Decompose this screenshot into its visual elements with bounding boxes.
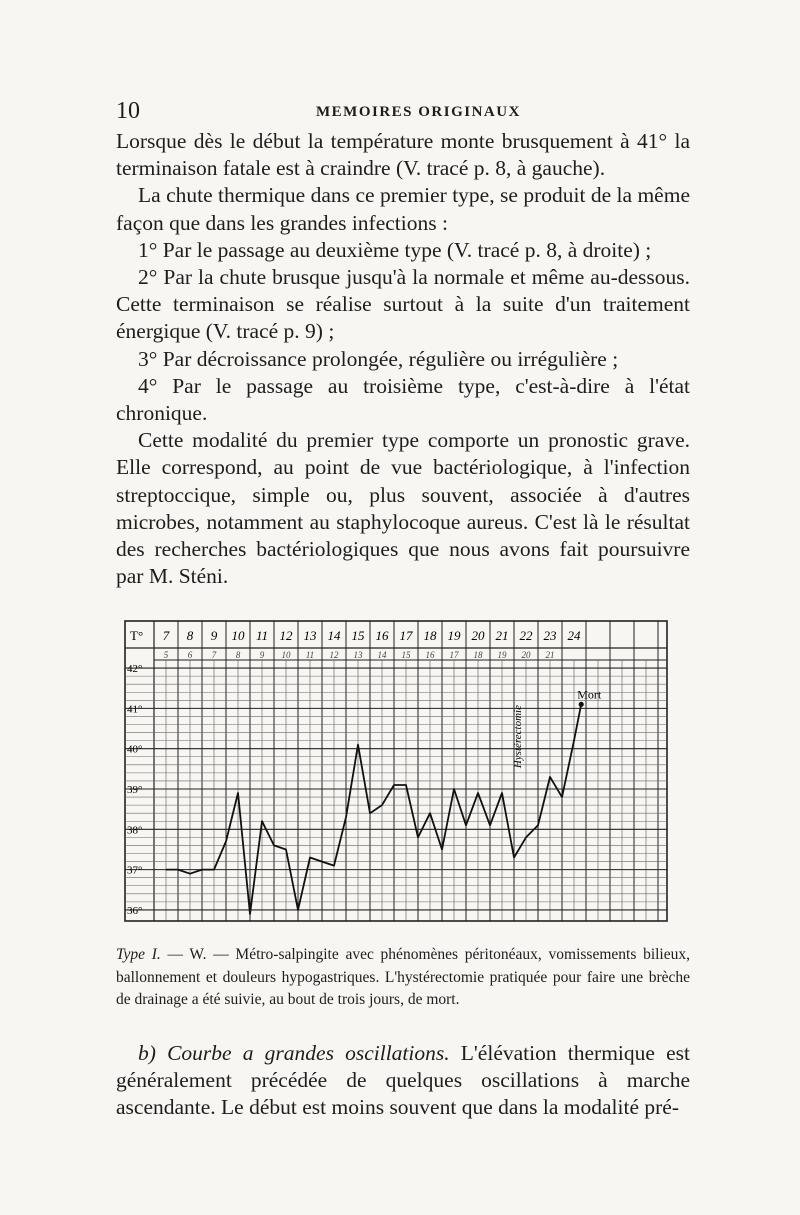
x-day-label: 7: [162, 628, 170, 643]
body-text-bottom: [116, 1040, 690, 1122]
caption-text: — W. — Métro-salpingite avec phénomènes péritonéaux, vomissements bilieux, ballonnement et douleurs hypogastriques. L'hystérectomie pratiquée pour faire une brèche de drainage a été suivie, au bout de trois jours, de mort.: [116, 946, 690, 1008]
x-day-label: 12: [279, 628, 293, 643]
paragraph: 4° Par le passage au troisième type, c'est-à-dire à l'état chronique.: [116, 373, 690, 426]
running-title: MEMOIRES ORIGINAUX: [316, 104, 521, 120]
x-day-label: 16: [375, 628, 389, 643]
x-day-label: 13: [303, 628, 317, 643]
page-number: 10: [116, 98, 140, 124]
x-sub-label: 15: [401, 650, 411, 660]
y-axis-label: 40°: [127, 743, 143, 756]
corner-label: T°: [130, 628, 144, 643]
x-day-label: 23: [543, 628, 557, 643]
x-day-label: 14: [327, 628, 341, 643]
hysterectomy-annotation: Hystérectomie: [512, 705, 524, 769]
y-axis-label: 42°: [127, 663, 143, 676]
caption-type-label: Type I.: [116, 946, 161, 963]
y-axis-label: 36°: [127, 904, 143, 917]
paragraph: 2° Par la chute brusque jusqu'à la normale et même au-dessous. Cette terminaison se réalise surtout à la suite d'un traitement énergique (V. tracé p. 9) ;: [116, 265, 690, 344]
x-day-label: 19: [447, 628, 461, 643]
y-axis-label: 37°: [127, 864, 143, 877]
figure-caption: [116, 944, 690, 1012]
x-sub-label: 16: [425, 650, 435, 660]
body-text-top: [116, 128, 690, 590]
section-label: b) Courbe a grandes oscillations.: [138, 1041, 450, 1065]
x-sub-label: 13: [353, 650, 363, 660]
x-sub-label: 18: [473, 650, 483, 660]
x-day-label: 15: [351, 628, 365, 643]
temperature-chart-svg: [124, 620, 668, 922]
x-sub-label: 20: [521, 650, 531, 660]
paragraph: [116, 1040, 690, 1122]
chart-labels: [127, 628, 602, 917]
paragraph: 1° Par le passage au deuxième type (V. tracé p. 8, à droite) ;: [138, 237, 652, 262]
y-axis-label: 39°: [127, 784, 143, 796]
paragraph: 3° Par décroissance prolongée, régulière ou irrégulière ;: [138, 346, 619, 371]
x-sub-label: 12: [329, 650, 339, 660]
x-day-label: 21: [495, 628, 509, 643]
x-day-label: 22: [519, 628, 533, 643]
x-day-label: 18: [423, 628, 437, 643]
x-day-label: 11: [255, 628, 269, 643]
paragraph: Cette modalité du premier type comporte un pronostic grave. Elle correspond, au point de vue bactériologique, à l'infection streptoccique, simple ou, plus souvent, associée à d'autres microbes, notamment au staphylocoque aureus. C'est là le résultat des recherches bactériologiques que nous avons fait poursuivre par M. Sténi.: [116, 428, 690, 589]
death-marker: [579, 702, 584, 707]
x-day-label: 8: [186, 628, 194, 643]
x-sub-label: 21: [545, 650, 555, 660]
x-day-label: 20: [471, 628, 485, 643]
x-sub-label: 8: [235, 650, 241, 660]
x-sub-label: 6: [187, 650, 193, 660]
x-sub-label: 19: [497, 650, 507, 660]
x-sub-label: 11: [305, 650, 315, 660]
x-sub-label: 7: [211, 650, 217, 660]
x-sub-label: 10: [281, 650, 291, 660]
death-annotation: Mort: [577, 687, 602, 702]
x-day-label: 24: [567, 628, 581, 643]
x-sub-label: 14: [377, 650, 387, 660]
x-sub-label: 5: [163, 650, 169, 660]
x-sub-label: 17: [449, 650, 459, 660]
running-head: [116, 98, 688, 124]
y-axis-label: 38°: [127, 824, 143, 837]
x-sub-label: 9: [259, 650, 265, 660]
x-day-label: 9: [210, 628, 218, 643]
x-day-label: 17: [399, 628, 413, 643]
x-day-label: 10: [231, 628, 245, 643]
chart-grid: [125, 621, 667, 921]
paragraph: La chute thermique dans ce premier type, se produit de la même façon que dans les grandes infections :: [116, 183, 690, 235]
temperature-chart: [124, 620, 668, 922]
section-text: L'élévation thermique est généralement précédée de quelques oscillations à marche ascendante. Le début est moins souvent que dans la modalité pré-: [116, 1041, 690, 1120]
paragraph: Lorsque dès le début la température monte brusquement à 41° la terminaison fatale est à craindre (V. tracé p. 8, à gauche).: [116, 129, 690, 181]
y-axis-label: 41°: [127, 703, 143, 716]
